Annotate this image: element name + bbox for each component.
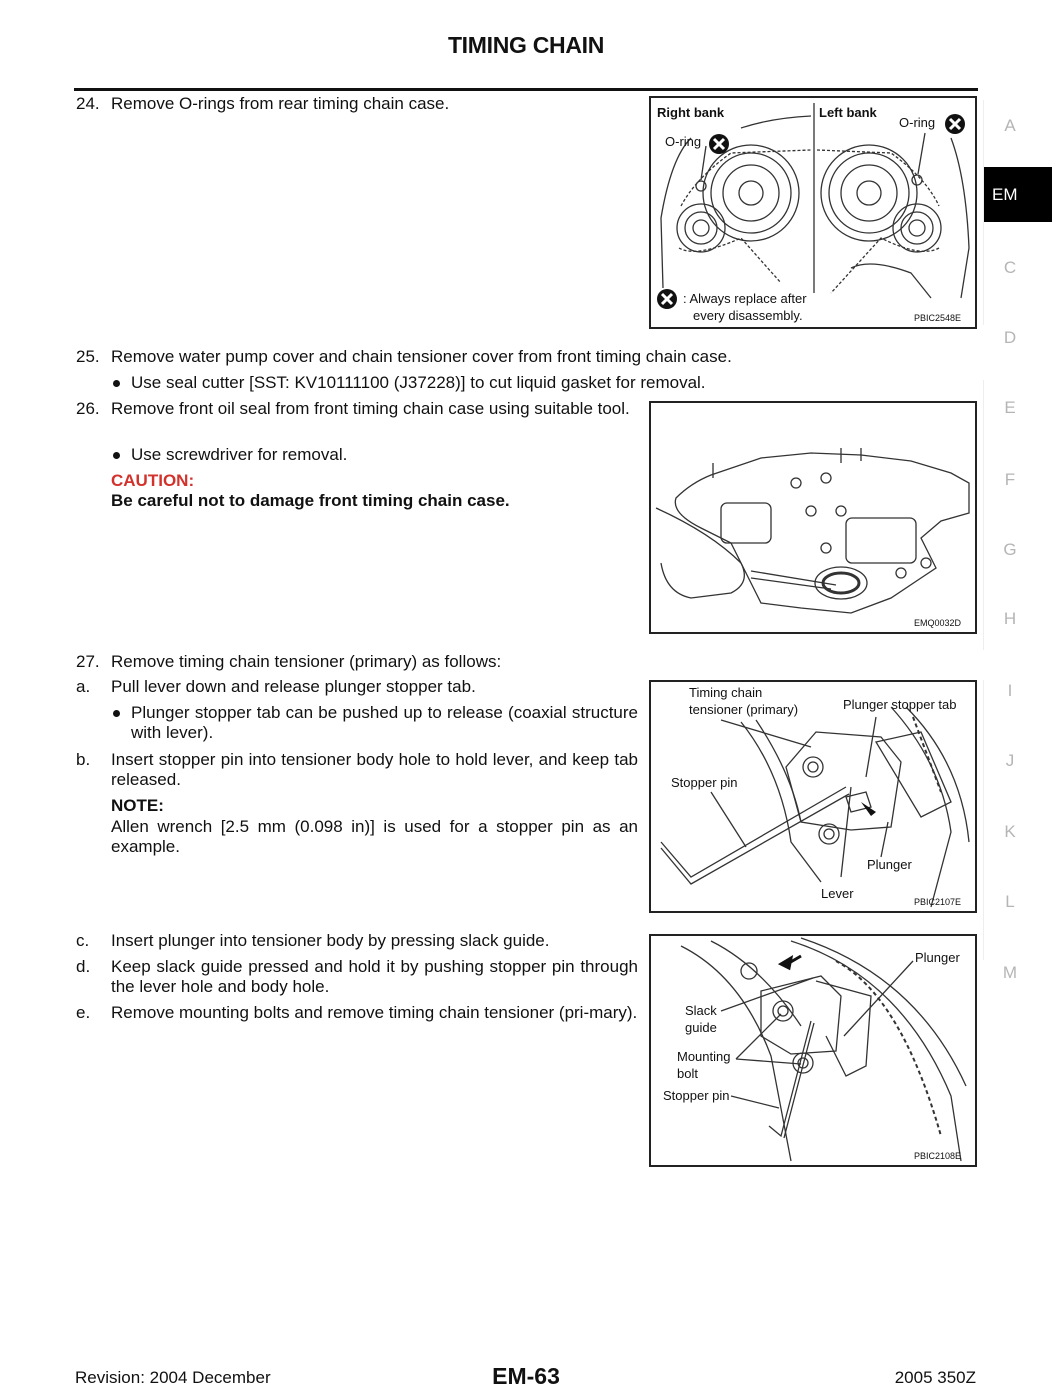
figure-label: Lever [821, 886, 854, 901]
figure-code: PBIC2548E [913, 313, 961, 323]
figure-label: Stopper pin [663, 1088, 730, 1103]
figure-label: Left bank [819, 105, 877, 120]
bullet-icon [113, 380, 120, 387]
substep-text: Insert plunger into tensioner body by pressing slack guide. [111, 931, 550, 950]
bullet-text: Use screwdriver for removal. [131, 445, 348, 464]
section-tab-e[interactable]: E [1004, 398, 1016, 417]
section-tab-d[interactable]: D [1003, 328, 1017, 347]
substep-text: Remove mounting bolts and remove timing chain tensioner (pri-mary). [111, 1003, 638, 1022]
figure-code: PBIC2107E [913, 897, 961, 907]
step-text: Remove front oil seal from front timing chain case using suitable tool. [111, 399, 630, 418]
section-tab-a[interactable]: A [1004, 116, 1016, 135]
footer-model: 2005 350Z [894, 1368, 976, 1387]
step-text: Remove O-rings from rear timing chain case. [111, 94, 450, 113]
figure-label: O-ring [665, 134, 702, 149]
substep-letter: d. [76, 957, 91, 976]
figure-label: Plunger [915, 950, 960, 965]
figure-code: PBIC2108E [913, 1151, 961, 1161]
header-rule [74, 88, 978, 91]
figure-label: Mounting [677, 1049, 731, 1064]
section-tab-k[interactable]: K [1004, 822, 1016, 841]
figure-label: bolt [677, 1066, 698, 1081]
section-tab-c[interactable]: C [1003, 258, 1017, 277]
bullet-text: Plunger stopper tab can be pushed up to release (coaxial structure with lever). [131, 703, 638, 742]
section-tab-j[interactable]: J [1005, 751, 1015, 770]
bullet-icon [113, 452, 120, 459]
bullet-text: Use seal cutter [SST: KV10111100 (J37228)] to cut liquid gasket for removal. [131, 373, 706, 392]
note-text: Allen wrench [2.5 mm (0.098 in)] is used for a stopper pin as an example. [111, 817, 638, 856]
figure-code: EMQ0032D [913, 618, 961, 628]
caution-text: Be careful not to damage front timing chain case. [111, 491, 510, 510]
figure-legend: : Always replace after [683, 291, 807, 306]
substep-letter: e. [76, 1003, 91, 1022]
section-tab-g[interactable]: G [1003, 540, 1017, 559]
step-number: 26. [76, 399, 100, 418]
substep-letter: c. [76, 931, 90, 950]
substep-letter: b. [76, 750, 91, 769]
section-tab-h[interactable]: H [1003, 609, 1017, 628]
figure-slack-guide [649, 934, 977, 1167]
figure-oil-seal [649, 401, 977, 634]
bullet-icon [113, 710, 120, 717]
step-number: 24. [76, 94, 100, 113]
figure-label: Stopper pin [671, 775, 738, 790]
section-tab-l[interactable]: L [1005, 892, 1015, 911]
figure-label: O-ring [899, 115, 936, 130]
page-title: TIMING CHAIN [447, 32, 605, 58]
figure-label: Slack [685, 1003, 717, 1018]
footer-page-number: EM-63 [492, 1363, 560, 1389]
substep-letter: a. [76, 677, 91, 696]
step-text: Remove water pump cover and chain tensioner cover from front timing chain case. [111, 347, 732, 366]
step-text: Remove timing chain tensioner (primary) as follows: [111, 652, 502, 671]
substep-text: Keep slack guide pressed and hold it by pushing stopper pin through the lever hole and body hole. [111, 957, 638, 996]
figure-o-rings [649, 96, 977, 329]
section-tab-em[interactable]: EM [984, 167, 1052, 222]
oil-seal-removal-illustration [651, 403, 975, 632]
figure-label: tensioner (primary) [689, 702, 799, 717]
section-tab-i[interactable]: I [1007, 681, 1013, 700]
figure-legend: every disassembly. [693, 308, 803, 323]
substep-text: Pull lever down and release plunger stopper tab. [111, 677, 476, 696]
figure-label: guide [685, 1020, 717, 1035]
tab-divider [983, 380, 984, 650]
caution-label: CAUTION: [111, 471, 195, 490]
footer-revision: Revision: 2004 December [75, 1368, 271, 1387]
section-tab-m[interactable]: M [1002, 963, 1018, 982]
tab-divider [983, 680, 984, 960]
figure-label: Plunger [867, 857, 912, 872]
note-label: NOTE: [111, 796, 164, 815]
step-number: 27. [76, 652, 100, 671]
figure-label: Plunger stopper tab [843, 697, 957, 712]
figure-tensioner-primary [649, 680, 977, 913]
figure-label: Timing chain [689, 685, 763, 700]
figure-label: Right bank [657, 105, 725, 120]
step-number: 25. [76, 347, 100, 366]
substep-text: Insert stopper pin into tensioner body hole to hold lever, and keep tab released. [111, 750, 638, 789]
section-tab-f[interactable]: F [1004, 470, 1016, 489]
